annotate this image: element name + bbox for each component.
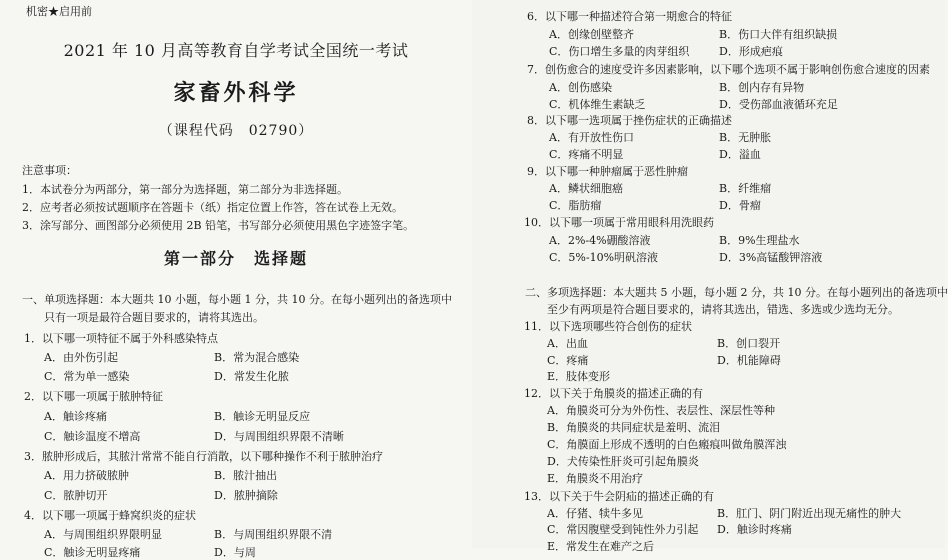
notice-title: 注意事项： xyxy=(22,164,77,177)
course-code: （课程代码 02790） xyxy=(158,123,314,139)
question-stem: 11．以下选项哪些符合创伤的症状 xyxy=(524,320,692,333)
option-d: D．犬传染性肝炎可引起角膜炎 xyxy=(547,455,699,468)
option-d: D．受伤部血液循环充足 xyxy=(719,98,838,111)
option-a: A．2%-4%硼酸溶液 xyxy=(549,234,651,247)
option-b: B．9%生理盐水 xyxy=(719,234,800,247)
option-b: B．创口裂开 xyxy=(717,337,781,350)
option-b: B．触诊无明显反应 xyxy=(214,410,311,423)
question-stem: 13．以下关于牛会阴疝的描述正确的有 xyxy=(524,490,714,503)
option-b: B．纤维瘤 xyxy=(719,182,772,195)
option-c: C．5%-10%明矾溶液 xyxy=(549,251,659,264)
question-stem: 9．以下哪一种肿瘤属于恶性肿瘤 xyxy=(527,165,688,178)
option-a: A．有开放性伤口 xyxy=(549,131,634,144)
left-page xyxy=(0,0,472,559)
option-c: C．常为单一感染 xyxy=(44,370,130,383)
subject-title: 家畜外科学 xyxy=(173,80,299,106)
question-stem: 4．以下哪一项属于蜂窝织炎的症状 xyxy=(24,509,196,522)
option-d: D．与周围组织界限不清晰 xyxy=(214,430,344,443)
option-a: A．创伤感染 xyxy=(549,81,612,94)
option-c: C．疼痛不明显 xyxy=(549,148,624,161)
option-c: C．脓肿切开 xyxy=(44,489,108,502)
option-a: A．由外伤引起 xyxy=(44,351,118,364)
option-a: A．创缘创壁整齐 xyxy=(549,28,634,41)
question-stem: 3．脓肿形成后，其脓汁常常不能自行消散，以下哪种操作不利于脓肿治疗 xyxy=(24,450,383,463)
option-e: E．角膜炎不用治疗 xyxy=(547,472,644,485)
section-header: 一、单项选择题：本大题共 10 小题，每小题 1 分，共 10 分。在每小题列出的备选项中 xyxy=(22,293,452,306)
question-stem: 1．以下哪一项特征不属于外科感染特点 xyxy=(24,332,218,345)
option-d: D．常发生化脓 xyxy=(214,370,289,383)
option-c: C．触诊温度不增高 xyxy=(44,430,141,443)
option-d: D．3%高锰酸钾溶液 xyxy=(719,251,823,264)
option-a: A．仔猪、犊牛多见 xyxy=(547,507,643,520)
option-a: A．用力挤破脓肿 xyxy=(44,469,129,482)
option-d: D．形成疤痕 xyxy=(719,45,783,58)
option-e: E．肢体变形 xyxy=(547,370,611,383)
option-c: C．疼痛 xyxy=(547,354,589,367)
option-b: B．伤口大伴有组织缺损 xyxy=(719,28,838,41)
section-header: 二、多项选择题：本大题共 5 小题，每小题 2 分，共 10 分。在每小题列出的备选项中 xyxy=(525,286,948,299)
notice-item: 3．涂写部分、画图部分必须使用 2B 铅笔，书写部分必须使用黑色字迹签字笔。 xyxy=(22,219,415,232)
option-a: A．与周围组织界限明显 xyxy=(44,528,162,541)
option-a: A．鳞状细胞癌 xyxy=(549,182,623,195)
right-page xyxy=(472,0,948,553)
question-stem: 2．以下哪一项属于脓肿特征 xyxy=(24,390,163,403)
option-b: B．常为混合感染 xyxy=(214,351,300,364)
option-d: D．与周 xyxy=(214,546,256,559)
exam-title: 2021 年 10 月高等教育自学考试全国统一考试 xyxy=(63,41,409,60)
option-c: C．伤口增生多量的肉芽组织 xyxy=(549,45,690,58)
option-c: C．触诊无明显疼痛 xyxy=(44,546,141,559)
option-d: D．脓肿摘除 xyxy=(214,489,278,502)
option-a: A．角膜炎可分为外伤性、表层性、深层性等种 xyxy=(547,404,775,417)
notice-item: 1．本试卷分为两部分，第一部分为选择题，第二部分为非选择题。 xyxy=(22,183,348,196)
option-b: B．脓汁抽出 xyxy=(214,469,278,482)
section-header-cont: 至少有两项是符合题目要求的，请将其选出，错选、多选或少选均无分。 xyxy=(547,303,899,316)
part-title: 第一部分 选择题 xyxy=(163,249,308,268)
option-d: D．溢血 xyxy=(719,148,761,161)
option-c: C．脂肪瘤 xyxy=(549,199,602,212)
option-a: A．出血 xyxy=(547,337,588,350)
question-stem: 10．以下哪一项属于常用眼科用洗眼药 xyxy=(524,216,714,229)
question-stem: 8．以下哪一选项属于挫伤症状的正确描述 xyxy=(527,114,732,127)
option-b: B．角膜炎的共同症状是羞明、流泪 xyxy=(547,421,721,434)
option-b: B．无肿胀 xyxy=(719,131,772,144)
option-c: C．常因腹壁受到钝性外力引起 xyxy=(547,523,699,536)
option-c: C．角膜面上形成不透明的白色瘢痕叫做角膜浑浊 xyxy=(547,438,787,451)
question-stem: 12．以下关于角膜炎的描述正确的有 xyxy=(524,387,703,400)
option-b: B．创内存有异物 xyxy=(719,81,805,94)
secret-mark: 机密★启用前 xyxy=(26,5,92,18)
question-stem: 6．以下哪一种描述符合第一期愈合的特征 xyxy=(527,10,732,23)
section-header-cont: 只有一项是最符合题目要求的，请将其选出。 xyxy=(44,311,264,324)
option-c: C．机体维生素缺乏 xyxy=(549,98,646,111)
question-stem: 7．创伤愈合的速度受许多因素影响，以下哪个选项不属于影响创伤愈合速度的因素 xyxy=(527,63,930,76)
option-b: B．肛门、阴门附近出现无痛性的肿大 xyxy=(717,507,902,520)
option-d: D．机能障碍 xyxy=(717,354,781,367)
option-e: E．常发生在难产之后 xyxy=(547,540,655,553)
option-d: D．触诊时疼痛 xyxy=(717,523,792,536)
option-d: D．骨瘤 xyxy=(719,199,761,212)
option-b: B．与周围组织界限不清 xyxy=(214,528,333,541)
notice-item: 2．应考者必须按试题顺序在答题卡（纸）指定位置上作答，答在试卷上无效。 xyxy=(22,201,403,214)
option-a: A．触诊疼痛 xyxy=(44,410,107,423)
